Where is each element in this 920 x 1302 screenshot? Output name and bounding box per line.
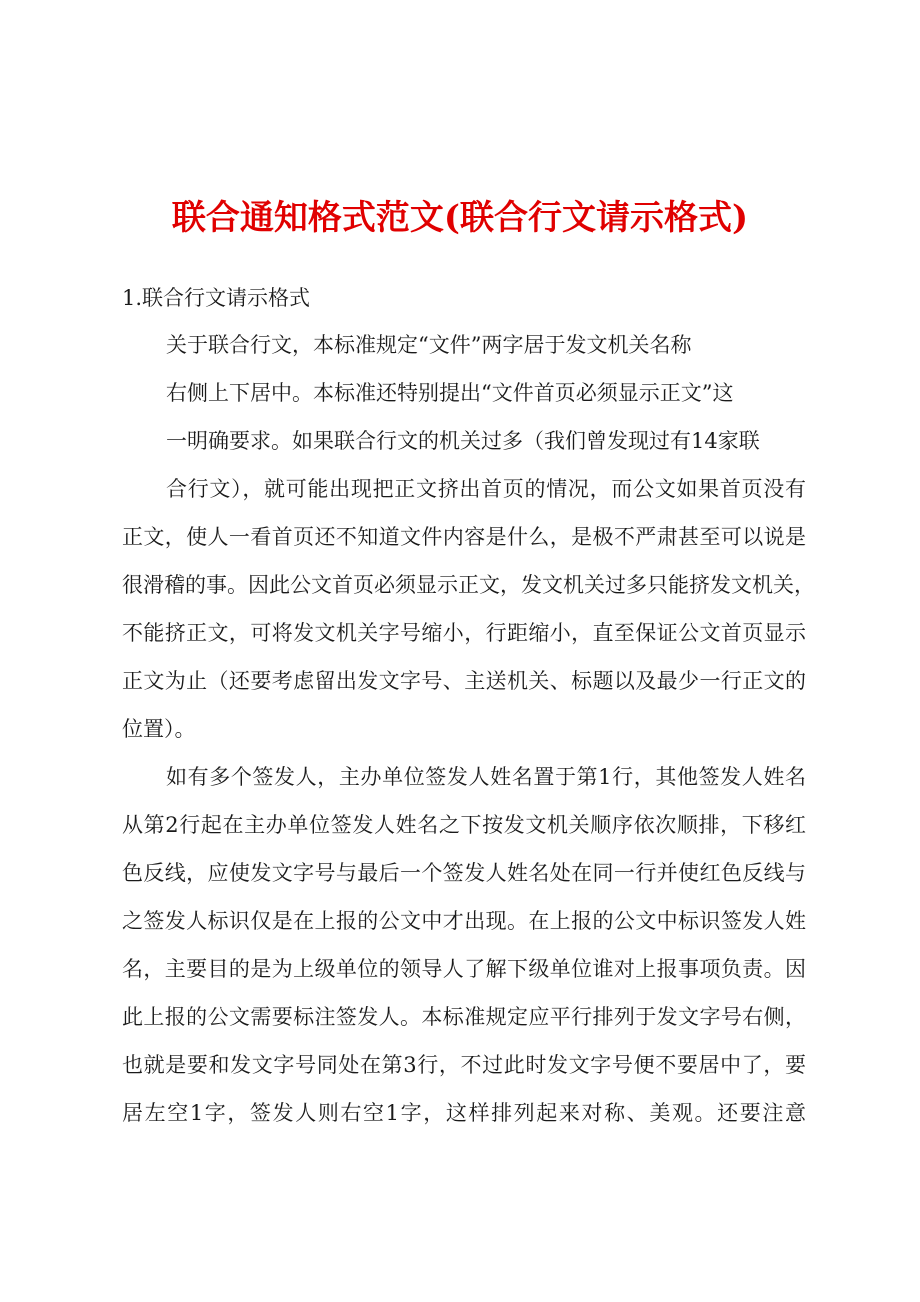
paragraph-line: 名，主要目的是为上级单位的领导人了解下级单位谁对上报事项负责。因	[122, 957, 806, 981]
paragraph-line: 正文为止（还要考虑留出发文字号、主送机关、标题以及最少一行正文的	[122, 669, 806, 693]
paragraph-line: 之签发人标识仅是在上报的公文中才出现。在上报的公文中标识签发人姓	[122, 909, 806, 933]
paragraph-line: 很滑稽的事。因此公文首页必须显示正文，发文机关过多只能挤发文机关，	[122, 573, 815, 597]
paragraph-line: 色反线，应使发文字号与最后一个签发人姓名处在同一行并使红色反线与	[122, 861, 806, 885]
section-heading: 1.联合行文请示格式	[122, 286, 311, 310]
paragraph-line: 正文，使人一看首页还不知道文件内容是什么，是极不严肃甚至可以说是	[122, 525, 806, 549]
paragraph-line: 此上报的公文需要标注签发人。本标准规定应平行排列于发文字号右侧，	[122, 1005, 806, 1029]
paragraph-line: 一明确要求。如果联合行文的机关过多（我们曾发现过有14家联	[166, 429, 760, 453]
paragraph-line: 右侧上下居中。本标准还特别提出“文件首页必须显示正文”这	[166, 381, 734, 405]
paragraph-line: 如有多个签发人，主办单位签发人姓名置于第1行，其他签发人姓名	[166, 765, 806, 789]
paragraph-line: 从第2行起在主办单位签发人姓名之下按发文机关顺序依次顺排，下移红	[122, 813, 806, 837]
document-title: 联合通知格式范文(联合行文请示格式)	[171, 198, 749, 238]
paragraph-line: 居左空1字，签发人则右空1字，这样排列起来对称、美观。还要注意	[122, 1101, 806, 1125]
paragraph-line: 位置）。	[122, 717, 196, 741]
paragraph-line: 关于联合行文，本标准规定“文件”两字居于发文机关名称	[166, 333, 692, 357]
paragraph-line: 不能挤正文，可将发文机关字号缩小，行距缩小，直至保证公文首页显示	[122, 621, 806, 645]
paragraph-line: 也就是要和发文字号同处在第3行，不过此时发文字号便不要居中了，要	[122, 1053, 806, 1077]
paragraph-line: 合行文），就可能出现把正文挤出首页的情况，而公文如果首页没有	[166, 477, 806, 501]
